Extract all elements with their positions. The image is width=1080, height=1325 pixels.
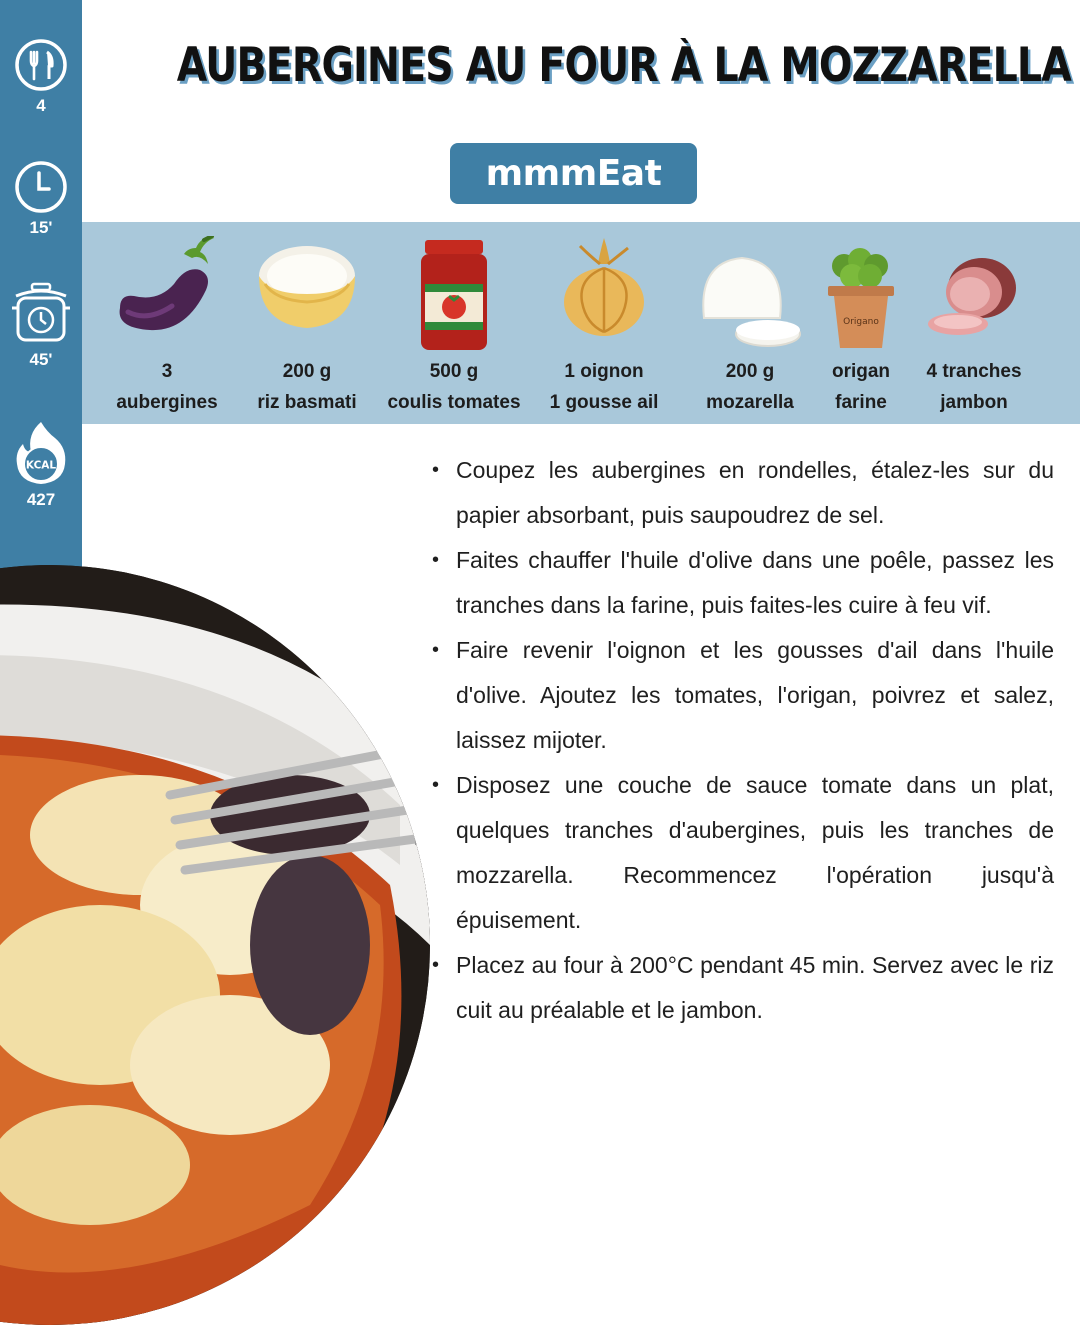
kcal-flame-icon: [12, 420, 70, 486]
cook-time-stat: [0, 282, 82, 370]
ingredient-quantity: 3 aubergines: [116, 361, 218, 413]
ingredient-quantity: 200 g riz basmati: [257, 361, 357, 413]
baked-eggplant-dish-image: [0, 565, 430, 1325]
eggplant-icon: [112, 236, 222, 336]
oregano-pot-icon: [824, 248, 898, 352]
step-item: • Faire revenir l'oignon et les gousses d'ail dans l'huile d'olive. Ajoutez les tomates, l'origan, poivrez et salez, laissez mijoter.: [428, 628, 1054, 763]
ingredient-mozzarella: [686, 222, 814, 424]
dish-photo: [0, 565, 430, 1325]
cook-time-value: 45': [29, 350, 53, 369]
clock-icon: [14, 160, 68, 214]
mozzarella-icon: [696, 252, 804, 352]
brand-logo: mmmEat: [450, 143, 697, 204]
servings-value: 4: [36, 96, 46, 115]
ingredient-quantity: 200 g mozarella: [706, 361, 794, 413]
ingredient-quantity: origan farine: [831, 361, 891, 413]
recipe-steps: [428, 448, 1054, 1033]
calories-stat: [0, 420, 82, 510]
kcal-badge-text: KCAL: [25, 459, 57, 472]
recipe-title: AUBERGINES AU FOUR À LA MOZZARELLA: [176, 38, 1071, 93]
prep-time-stat: [0, 160, 82, 238]
cooking-pot-icon: [10, 282, 72, 346]
recipe-info-sidebar: [0, 0, 82, 600]
step-item: • Disposez une couche de sauce tomate dans un plat, quelques tranches d'aubergines, puis les tranches de mozzarella. Recommencez l'opération jusqu'à épuisement.: [428, 763, 1054, 943]
fork-knife-icon: [14, 38, 68, 92]
step-item: • Coupez les aubergines en rondelles, étalez-les sur du papier absorbant, puis saupoudrez de sel.: [428, 448, 1054, 538]
ingredient-ham: [908, 222, 1040, 424]
ingredient-rice: [242, 222, 372, 424]
step-item: • Faites chauffer l'huile d'olive dans une poêle, passez les tranches dans la farine, puis faites-les cuire à feu vif.: [428, 538, 1054, 628]
ingredient-eggplant: [102, 222, 232, 424]
rice-bowl-icon: [255, 236, 359, 336]
ingredient-quantity: 1 oignon 1 gousse ail: [549, 361, 659, 413]
ingredient-oregano: [818, 222, 904, 424]
servings-stat: [0, 38, 82, 116]
ingredient-quantity: 4 tranches jambon: [926, 361, 1022, 413]
step-item: • Placez au four à 200°C pendant 45 min. Servez avec le riz cuit au préalable et le jambon.: [428, 943, 1054, 1033]
onion-icon: [556, 236, 652, 336]
tomato-sauce-jar-icon: [419, 240, 489, 352]
prep-time-value: 15': [29, 218, 53, 237]
ingredients-band: [82, 222, 1080, 424]
ingredient-onion: [540, 222, 668, 424]
calories-value: 427: [26, 490, 56, 509]
ham-icon: [924, 252, 1024, 348]
svg-text:Origano: Origano: [843, 317, 879, 327]
ingredient-quantity: 500 g coulis tomates: [387, 361, 521, 413]
ingredient-tomato-sauce: [378, 222, 530, 424]
